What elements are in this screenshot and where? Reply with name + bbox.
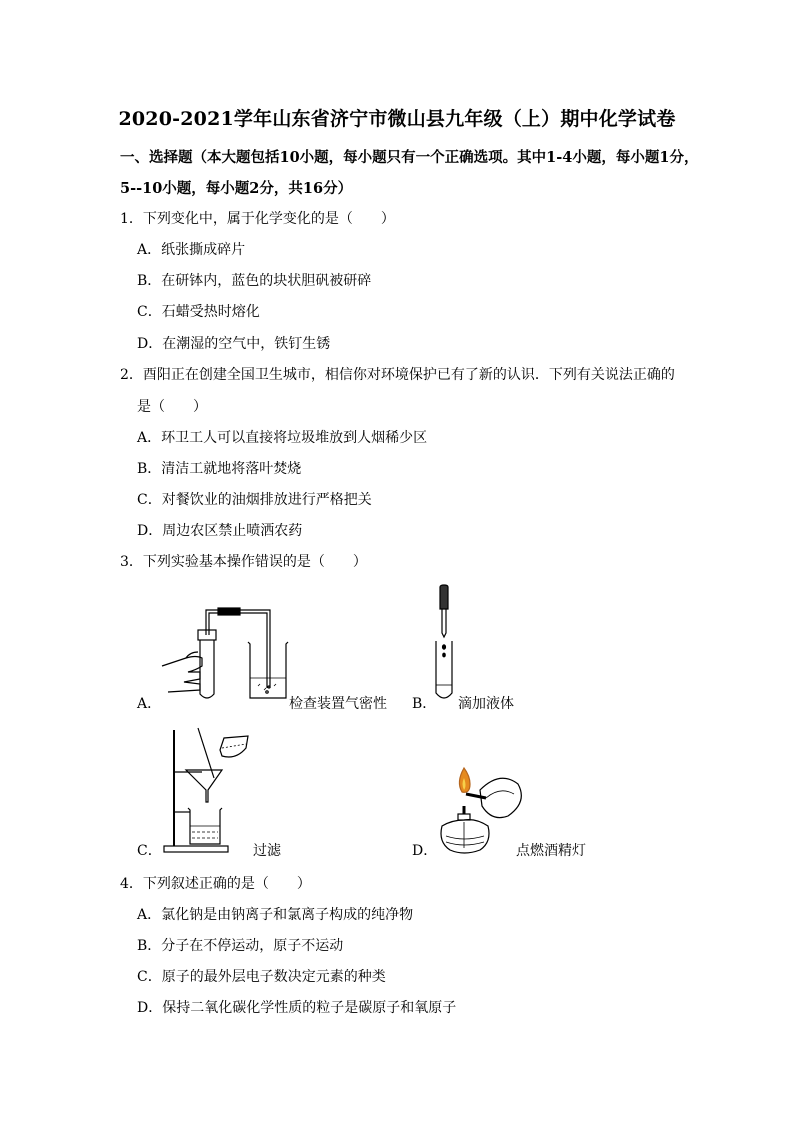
question-1-option-a: A．纸张撕成碎片 [137, 242, 246, 258]
question-1-option-b: B．在研钵内，蓝色的块状胆矾被研碎 [137, 273, 372, 289]
figure-lighting-alcohol-lamp [436, 768, 526, 860]
question-2-option-a: A．环卫工人可以直接将垃圾堆放到人烟稀少区 [137, 430, 428, 446]
question-2-stem-line-2: 是（ ） [137, 399, 207, 415]
question-3-stem: 3．下列实验基本操作错误的是（ ） [120, 554, 367, 570]
question-3-option-b-letter: B． [412, 696, 437, 712]
question-3-option-a-caption: 检查装置气密性 [289, 696, 387, 712]
page-title: 2020-2021学年山东省济宁市微山县九年级（上）期中化学试卷 [118, 108, 676, 130]
question-3-option-b-caption: 滴加液体 [458, 696, 514, 712]
figure-dropper-adding-liquid [430, 585, 470, 705]
question-2-option-d: D．周边农区禁止喷洒农药 [137, 523, 303, 539]
question-4-option-d: D．保持二氧化碳化学性质的粒子是碳原子和氧原子 [137, 1000, 457, 1016]
question-3-option-c-caption: 过滤 [253, 843, 281, 859]
question-2-option-c: C．对餐饮业的油烟排放进行严格把关 [137, 492, 372, 508]
figure-airtightness-check [160, 600, 290, 710]
question-1-option-c: C．石蜡受热时熔化 [137, 304, 260, 320]
question-4-option-b: B．分子在不停运动，原子不运动 [137, 938, 344, 954]
figure-filtration [162, 728, 262, 858]
question-4-option-a: A．氯化钠是由钠离子和氯离子构成的纯净物 [137, 907, 414, 923]
section-heading-line-2: 5--10小题，每小题2分，共16分） [120, 180, 353, 197]
question-3-option-d-caption: 点燃酒精灯 [516, 843, 586, 859]
question-3-option-a-letter: A． [137, 696, 162, 712]
section-heading-line-1: 一、选择题（本大题包括10小题，每小题只有一个正确选项。其中1-4小题，每小题1分， [120, 149, 699, 166]
question-3-option-d-letter: D． [412, 843, 438, 859]
question-1-stem: 1．下列变化中，属于化学变化的是（ ） [120, 211, 395, 227]
question-4-stem: 4．下列叙述正确的是（ ） [120, 876, 311, 892]
question-2-option-b: B．清洁工就地将落叶焚烧 [137, 461, 302, 477]
question-1-option-d: D．在潮湿的空气中，铁钉生锈 [137, 336, 331, 352]
question-2-stem-line-1: 2．酉阳正在创建全国卫生城市，相信你对环境保护已有了新的认识．下列有关说法正确的 [120, 367, 675, 383]
question-4-option-c: C．原子的最外层电子数决定元素的种类 [137, 969, 386, 985]
question-3-option-c-letter: C． [137, 843, 162, 859]
